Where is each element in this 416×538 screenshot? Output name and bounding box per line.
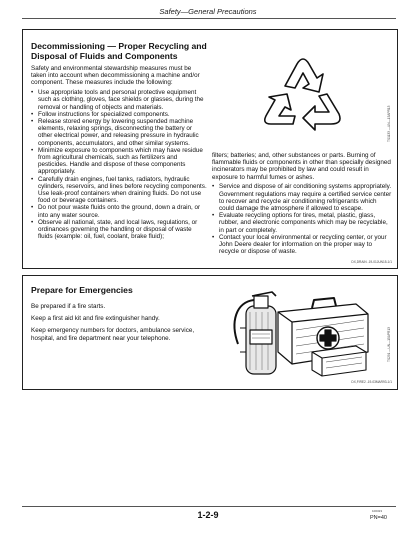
emergencies-title: Prepare for Emergencies — [31, 285, 133, 295]
list-item: • Carefully drain engines, fuel tanks, radiators, hydraulic cylinders, reservoirs, and lines before recycling components. Use leak-proof containers when draining fluids. Do not use food or beverage containers. — [38, 176, 207, 205]
decommissioning-bullets-left — [31, 89, 207, 240]
list-item: • Evaluate recycling options for tires, metal, plastic, glass, rubber, and electronic components which may be recyclable, in part or completely. — [219, 212, 392, 234]
emergencies-paragraph: Keep a first aid kit and fire extinguisher handy. — [31, 315, 160, 322]
list-item: • Contact your local environmental or recycling center, or your John Deere dealer for information on the proper way to recycle or dispose of waste. — [219, 234, 392, 256]
recycle-illustration — [233, 42, 373, 140]
decommissioning-continuation: filters; batteries; and, other substances or parts. Burning of flammable fluids or components in other than specially designed incinerators may be prohibited by law and could result in exposure to harmful fumes or ashes. — [212, 152, 391, 181]
list-item: • Minimize exposure to components which may have residue from agricultural chemicals, such as fertilizers and pesticides. Handle and dispose of these components appropriately. — [38, 147, 207, 176]
footer-page-code: PN=40 — [370, 515, 387, 521]
first-aid-kit-and-extinguisher-icon — [216, 282, 382, 380]
decommissioning-bullets-right — [212, 183, 392, 255]
emergencies-section — [22, 275, 398, 390]
list-item: • Release stored energy by lowering suspended machine elements, relaxing springs, disconnecting the battery or other electrical power, and releasing pressure in hydraulic components, accumulators, and other similar systems. — [38, 118, 207, 147]
decommissioning-right-column — [212, 152, 392, 255]
decommissioning-title-line2: Disposal of Fluids and Components — [31, 51, 178, 61]
decommissioning-title-line1: Decommissioning — Proper Recycling and — [31, 41, 207, 51]
list-item: • Do not pour waste fluids onto the ground, down a drain, or into any water source. — [38, 204, 207, 218]
list-item: • Service and dispose of air conditioning systems appropriately. Government regulations may require a certified service center to recover and recycle air conditioning refrigerants which could damage the atmosphere if allowed to escape. — [219, 183, 392, 212]
decommissioning-left-column — [31, 65, 207, 240]
header-rule — [22, 18, 396, 19]
footer-small-code: 100323 — [372, 509, 383, 513]
emergencies-ref-code: DX,FIRE2 -19-03MAR93-1/1 — [351, 380, 392, 384]
header-title: Safety—General Precautions — [159, 7, 257, 16]
decommissioning-ref-code: DX,DRAIN -19-01JUN15-1/1 — [351, 260, 392, 264]
emergencies-text — [31, 303, 203, 346]
recycle-icon — [233, 42, 373, 140]
decommissioning-section — [22, 29, 398, 269]
footer-page-number: 1-2-9 — [197, 510, 219, 520]
emergencies-image-code: TS291 —UN—15APR13 — [387, 327, 391, 362]
footer-rule — [22, 506, 396, 507]
list-item: • Observe all national, state, and local laws, regulations, or ordinances governing the handling or disposal of waste fluids (example: oil, fuel, coolant, brake fluid); — [38, 219, 207, 241]
emergency-illustration — [216, 282, 382, 380]
list-item: • Follow instructions for specialized components. — [38, 111, 207, 118]
decommissioning-image-code: TS1133 —UN—15APR13 — [387, 105, 391, 142]
emergencies-paragraph: Be prepared if a fire starts. — [31, 303, 106, 310]
emergencies-paragraph: Keep emergency numbers for doctors, ambulance service, hospital, and fire department near your telephone. — [31, 327, 195, 342]
decommissioning-title — [31, 41, 231, 61]
decommissioning-intro: Safety and environmental stewardship measures must be taken into account when decommissioning a machine and/or component. These measures include the following: — [31, 65, 200, 87]
list-item: • Use appropriate tools and personal protective equipment such as clothing, gloves, face shields or glasses, during the removal or handling of objects and materials. — [38, 89, 207, 111]
